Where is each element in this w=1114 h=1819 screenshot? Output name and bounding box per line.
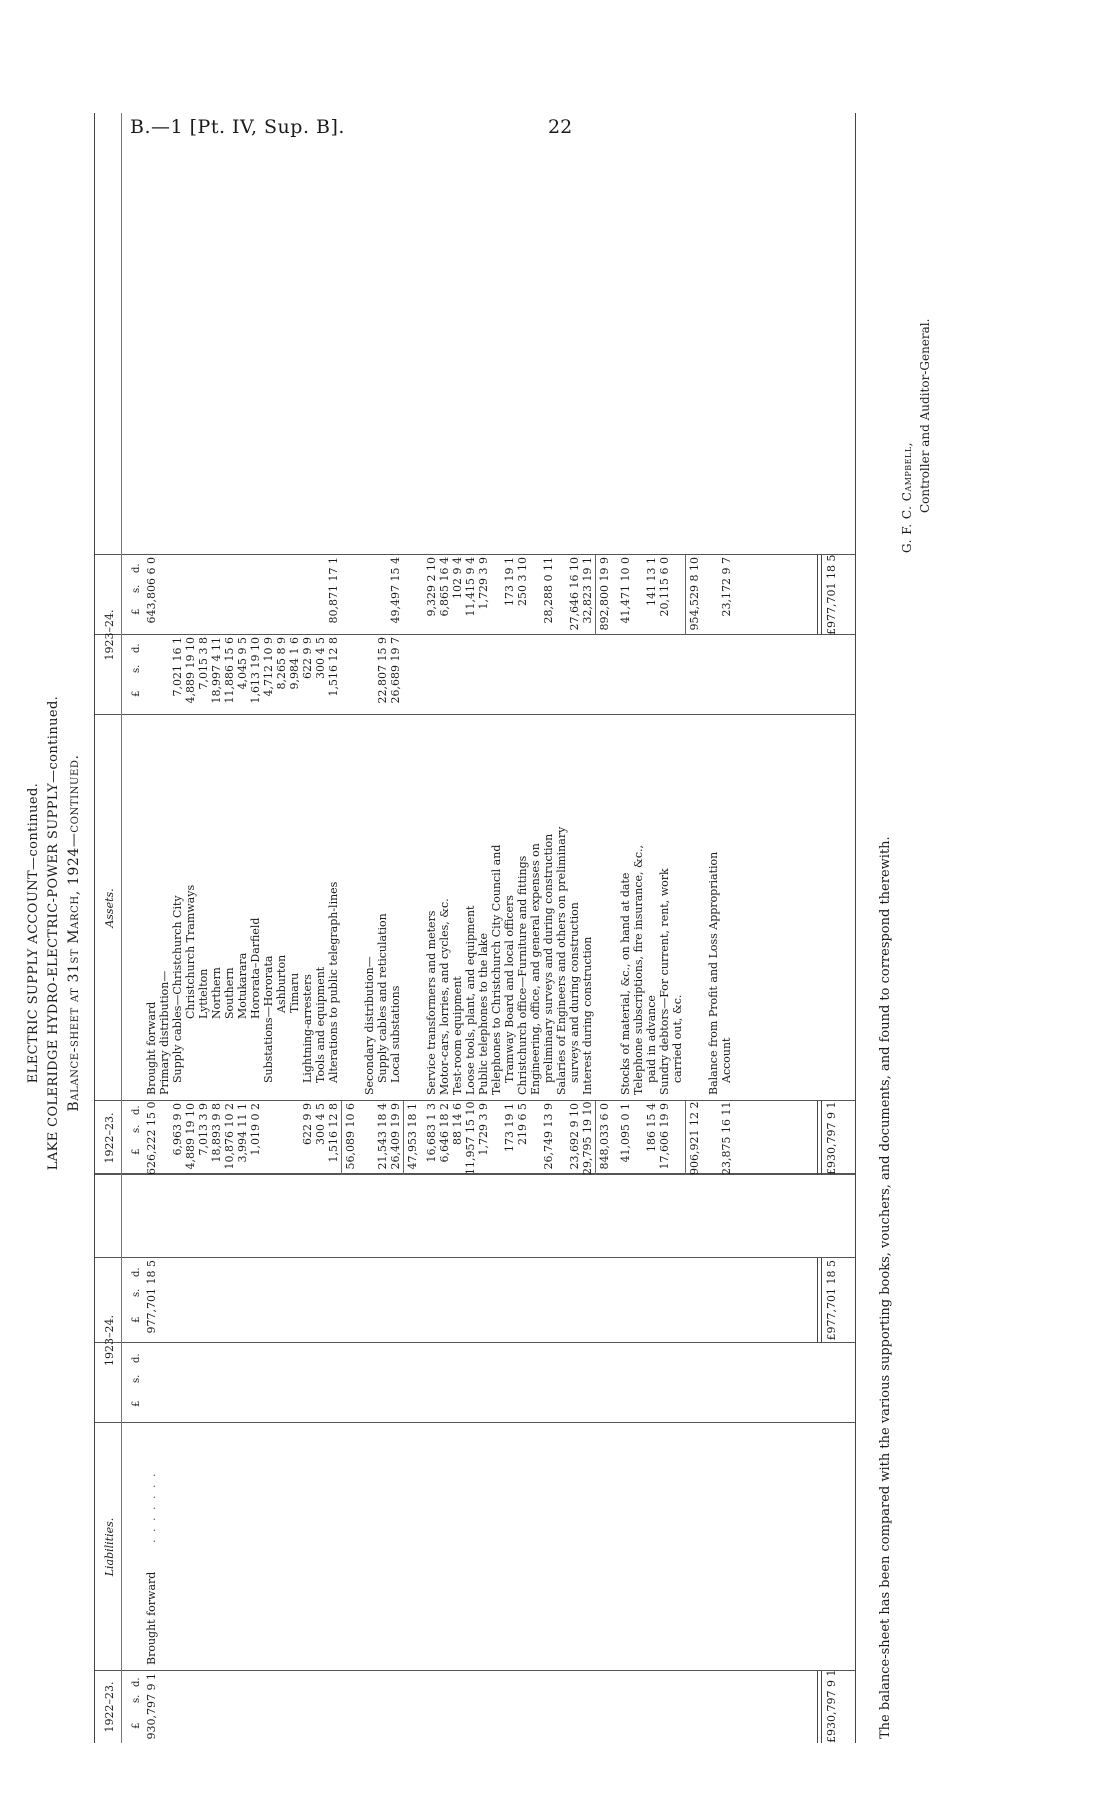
liab-label: Brought forward bbox=[145, 1571, 158, 1665]
asset-row-label: Motukarara bbox=[236, 952, 249, 1019]
asset-prev-value: 23,692 9 10 bbox=[568, 1103, 581, 1170]
asset-prev-value: 622 9 9 bbox=[301, 1103, 314, 1145]
asset-row-label: Brought forward bbox=[145, 1001, 158, 1095]
subtotal-prev: 906,921 12 2 bbox=[688, 1101, 701, 1175]
unit-shilling: s. bbox=[131, 1694, 142, 1703]
subtotal-curr: 954,529 8 10 bbox=[688, 557, 701, 631]
header-year-prev-assets: 1922–23. bbox=[103, 1112, 116, 1164]
asset-prev-value: 1,729 3 9 bbox=[477, 1103, 490, 1156]
asset-prev-value: 41,095 0 1 bbox=[619, 1103, 632, 1163]
asset-curr-total: 28,288 0 11 bbox=[542, 557, 555, 624]
unit-shilling: s. bbox=[131, 1374, 142, 1383]
asset-curr-total: 250 3 10 bbox=[516, 557, 529, 606]
liab-total-curr: £977,701 18 5 bbox=[825, 1260, 838, 1341]
col-divider bbox=[95, 1342, 855, 1343]
asset-curr-total: 27,646 16 10 bbox=[568, 557, 581, 631]
asset-prev-value: 3,994 11 1 bbox=[236, 1103, 249, 1163]
asset-row-label: Public telephones to the lake bbox=[477, 933, 490, 1095]
balance-sheet-title: Balance-sheet at 31st March, 1924—continued. bbox=[66, 754, 82, 1112]
asset-prev-value: 219 6 5 bbox=[516, 1103, 529, 1145]
asset-row-label: Southern bbox=[223, 967, 236, 1019]
asset-curr-detail: 7,021 16 1 bbox=[171, 637, 184, 697]
header-assets: Assets. bbox=[103, 888, 116, 928]
unit-pence: d. bbox=[131, 1105, 142, 1115]
asset-prev-value: 10,876 10 2 bbox=[223, 1103, 236, 1170]
col-divider bbox=[95, 554, 855, 555]
asset-curr-total: 32,823 19 1 bbox=[581, 557, 594, 624]
unit-pound: £ bbox=[131, 690, 142, 697]
asset-curr-total: 20,115 6 0 bbox=[658, 557, 671, 617]
asset-curr-detail: 7,015 3 8 bbox=[197, 637, 210, 690]
sheet-titles bbox=[24, 113, 84, 1753]
asset-prev-value: 300 4 5 bbox=[314, 1103, 327, 1145]
liab-total-prev: £930,797 9 1 bbox=[825, 1669, 838, 1743]
balance-table bbox=[94, 113, 856, 1743]
total-rule bbox=[817, 1101, 822, 1175]
asset-row-label: Christchurch office—Furniture and fittings bbox=[516, 855, 529, 1095]
col-divider bbox=[95, 1100, 855, 1101]
asset-row-label: Interest during construction bbox=[581, 936, 594, 1095]
asset-prev-value: 18,893 9 8 bbox=[210, 1103, 223, 1163]
assets-total-prev: £930,797 9 1 bbox=[825, 1101, 838, 1175]
subtotal-rule bbox=[341, 1101, 342, 1175]
asset-curr-total: 23,172 9 7 bbox=[720, 557, 733, 617]
asset-row-label: Hororata–Darfield bbox=[249, 917, 262, 1019]
unit-shilling: s. bbox=[131, 584, 142, 593]
asset-prev-value: 88 14 6 bbox=[451, 1103, 464, 1145]
liab-curr-value: 977,701 18 5 bbox=[145, 1260, 158, 1334]
asset-curr-total: 9,329 2 10 bbox=[425, 557, 438, 617]
asset-curr-detail: 8,265 8 9 bbox=[275, 637, 288, 690]
asset-curr-total: 141 13 1 bbox=[645, 557, 658, 606]
asset-row-label: preliminary surveys and during construction bbox=[542, 833, 555, 1083]
asset-prev-value: 6,963 9 0 bbox=[171, 1103, 184, 1156]
unit-pound: £ bbox=[131, 1316, 142, 1323]
asset-row-label: Salaries of Engineers and others on preliminary bbox=[555, 826, 568, 1095]
asset-row-label: Timaru bbox=[288, 972, 301, 1013]
asset-prev-value: 4,889 19 10 bbox=[184, 1103, 197, 1170]
leader-dots: . . . . . . . bbox=[145, 1471, 158, 1543]
asset-prev-value: 26,749 13 9 bbox=[542, 1103, 555, 1170]
col-divider bbox=[95, 1422, 855, 1423]
asset-prev-value: 26,409 19 9 bbox=[389, 1103, 402, 1170]
total-rule bbox=[817, 1258, 822, 1343]
asset-prev-value: 17,606 19 9 bbox=[658, 1103, 671, 1170]
header-rule bbox=[121, 113, 122, 1743]
header-year-curr: 1923–24. bbox=[103, 1315, 116, 1366]
account-title: ELECTRIC SUPPLY ACCOUNT—continued. bbox=[26, 782, 41, 1084]
asset-prev-value: 23,875 16 11 bbox=[720, 1101, 733, 1175]
unit-pence: d. bbox=[131, 1353, 142, 1363]
asset-row-label: Service transformers and meters bbox=[425, 910, 438, 1095]
asset-curr-detail: 4,712 10 9 bbox=[262, 637, 275, 697]
asset-row-label: Sundry debtors—For current, rent, work bbox=[658, 868, 671, 1095]
page-number: 22 bbox=[548, 116, 573, 138]
asset-curr-detail: 1,613 19 10 bbox=[249, 637, 262, 704]
unit-pence: d. bbox=[131, 563, 142, 573]
asset-curr-detail: 11,886 15 6 bbox=[223, 637, 236, 704]
auditor-name: G. F. C. Campbell, bbox=[900, 442, 914, 553]
asset-curr-detail: 22,807 15 9 bbox=[376, 637, 389, 704]
asset-row-label: Motor-cars, lorries, and cycles, &c. bbox=[438, 898, 451, 1095]
asset-row-label: Tools and equipment bbox=[314, 966, 327, 1083]
unit-pence: d. bbox=[131, 1677, 142, 1687]
col-divider bbox=[95, 1257, 855, 1258]
header-year-prev: 1922–23. bbox=[103, 1681, 116, 1733]
asset-row-label: Tramway Board and local officers bbox=[503, 895, 516, 1083]
asset-prev-value: 7,013 3 9 bbox=[197, 1103, 210, 1156]
subtotal-rule bbox=[403, 1101, 404, 1175]
asset-curr-detail: 18,997 4 11 bbox=[210, 637, 223, 704]
asset-row-label: Account bbox=[720, 1037, 733, 1083]
primary-subtotal-prev: 56,089 10 6 bbox=[344, 1103, 357, 1170]
asset-curr-detail: 622 9 9 bbox=[301, 637, 314, 679]
asset-curr-detail: 300 4 5 bbox=[314, 637, 327, 679]
asset-prev-value: 6,646 18 2 bbox=[438, 1103, 451, 1163]
asset-row-label: Primary distribution— bbox=[158, 970, 171, 1095]
asset-row-label: Loose tools, plant, and equipment bbox=[464, 905, 477, 1095]
unit-pence: d. bbox=[131, 643, 142, 653]
asset-row-label: Telephones to Christchurch City Council and bbox=[490, 844, 503, 1095]
asset-curr-detail: 4,889 19 10 bbox=[184, 637, 197, 704]
subtotal-rule bbox=[685, 555, 686, 635]
asset-row-label: Supply cables and reticulation bbox=[376, 913, 389, 1083]
auditor-title: Controller and Auditor-General. bbox=[918, 318, 932, 513]
asset-row-label: Substations—Hororata bbox=[262, 955, 275, 1083]
asset-row-label: paid in advance bbox=[645, 995, 658, 1083]
unit-pound: £ bbox=[131, 1400, 142, 1407]
rotated-balance-sheet bbox=[10, 113, 950, 1753]
asset-row-label: Northern bbox=[210, 967, 223, 1019]
asset-row-label: Stocks of material, &c., on hand at date bbox=[619, 872, 632, 1095]
asset-row-label: Engineering, office, and general expenses on bbox=[529, 843, 542, 1095]
header-liabilities: Liabilities. bbox=[103, 1517, 116, 1577]
asset-prev-value: 11,957 15 10 bbox=[464, 1101, 477, 1175]
unit-pound: £ bbox=[131, 1148, 142, 1155]
asset-prev-value: 21,543 18 4 bbox=[376, 1103, 389, 1170]
secondary-subtotal-prev: 47,953 18 1 bbox=[406, 1103, 419, 1170]
asset-prev-value: 1,019 0 2 bbox=[249, 1103, 262, 1156]
total-rule bbox=[817, 555, 822, 635]
asset-curr-detail: 4,045 9 5 bbox=[236, 637, 249, 690]
asset-curr-total: 6,865 16 4 bbox=[438, 557, 451, 617]
col-divider bbox=[95, 714, 855, 715]
asset-row-label: Alterations to public telegraph-lines bbox=[327, 881, 340, 1083]
asset-prev-value: 186 15 4 bbox=[645, 1103, 658, 1152]
col-divider bbox=[95, 1670, 855, 1671]
asset-prev-value: 16,683 1 3 bbox=[425, 1103, 438, 1163]
asset-row-label: surveys and during construction bbox=[568, 902, 581, 1083]
asset-row-label: Supply cables—Christchurch City bbox=[171, 895, 184, 1083]
asset-prev-value: 626,222 15 0 bbox=[145, 1101, 158, 1175]
asset-curr-total: 102 9 4 bbox=[451, 557, 464, 599]
subtotal-curr: 892,800 19 9 bbox=[598, 557, 611, 631]
assets-total-curr: £977,701 18 5 bbox=[825, 554, 838, 635]
asset-row-label: Lightning-arresters bbox=[301, 974, 314, 1083]
subtotal-prev: 848,033 6 0 bbox=[598, 1103, 611, 1170]
asset-curr-total: 41,471 10 0 bbox=[619, 557, 632, 624]
asset-prev-value: 1,516 12 8 bbox=[327, 1103, 340, 1163]
document-reference: B.—1 [Pt. IV, Sup. B]. bbox=[130, 116, 345, 138]
asset-curr-total: 1,729 3 9 bbox=[477, 557, 490, 610]
asset-row-label: Secondary distribution— bbox=[363, 956, 376, 1095]
asset-curr-total: 643,806 6 0 bbox=[145, 557, 158, 624]
asset-curr-detail: 1,516 12 8 bbox=[327, 637, 340, 697]
supply-title: LAKE COLERIDGE HYDRO-ELECTRIC-POWER SUPPLY—continued. bbox=[46, 695, 61, 1171]
subtotal-rule bbox=[595, 1101, 596, 1175]
asset-row-label: Ashburton bbox=[275, 954, 288, 1013]
asset-prev-value: 29,795 19 10 bbox=[581, 1101, 594, 1175]
asset-row-label: carried out, &c. bbox=[671, 994, 684, 1083]
unit-shilling: s. bbox=[131, 664, 142, 673]
asset-row-label: Local substations bbox=[389, 985, 402, 1083]
audit-note: The balance-sheet has been compared with the various supporting books, vouchers, and documents, and found to correspond therewith. bbox=[878, 836, 893, 1739]
asset-row-label: Telephone subscriptions, fire insurance, &c., bbox=[632, 845, 645, 1095]
unit-shilling: s. bbox=[131, 1288, 142, 1297]
unit-pence: d. bbox=[131, 1267, 142, 1277]
asset-prev-value: 173 19 1 bbox=[503, 1103, 516, 1152]
asset-curr-total: 11,415 9 4 bbox=[464, 557, 477, 617]
asset-row-label: Lyttelton bbox=[197, 968, 210, 1019]
asset-curr-total: 173 19 1 bbox=[503, 557, 516, 606]
asset-row-label: Test-room equipment bbox=[451, 976, 464, 1095]
unit-shilling: s. bbox=[131, 1124, 142, 1133]
asset-row-label: Christchurch Tramways bbox=[184, 884, 197, 1019]
header-year-curr-assets: 1923–24. bbox=[103, 609, 116, 661]
asset-curr-detail: 9,984 1 6 bbox=[288, 637, 301, 690]
unit-pound: £ bbox=[131, 608, 142, 615]
asset-curr-total: 80,871 17 1 bbox=[327, 557, 340, 624]
subtotal-rule bbox=[595, 555, 596, 635]
unit-pound: £ bbox=[131, 1722, 142, 1729]
subtotal-rule bbox=[685, 1101, 686, 1175]
total-rule bbox=[817, 1671, 822, 1743]
asset-row-label: Balance from Profit and Loss Appropriation bbox=[707, 851, 720, 1095]
asset-curr-detail: 26,689 19 7 bbox=[389, 637, 402, 704]
asset-curr-total: 49,497 15 4 bbox=[389, 557, 402, 624]
liab-prev-value: 930,797 9 1 bbox=[145, 1673, 158, 1740]
